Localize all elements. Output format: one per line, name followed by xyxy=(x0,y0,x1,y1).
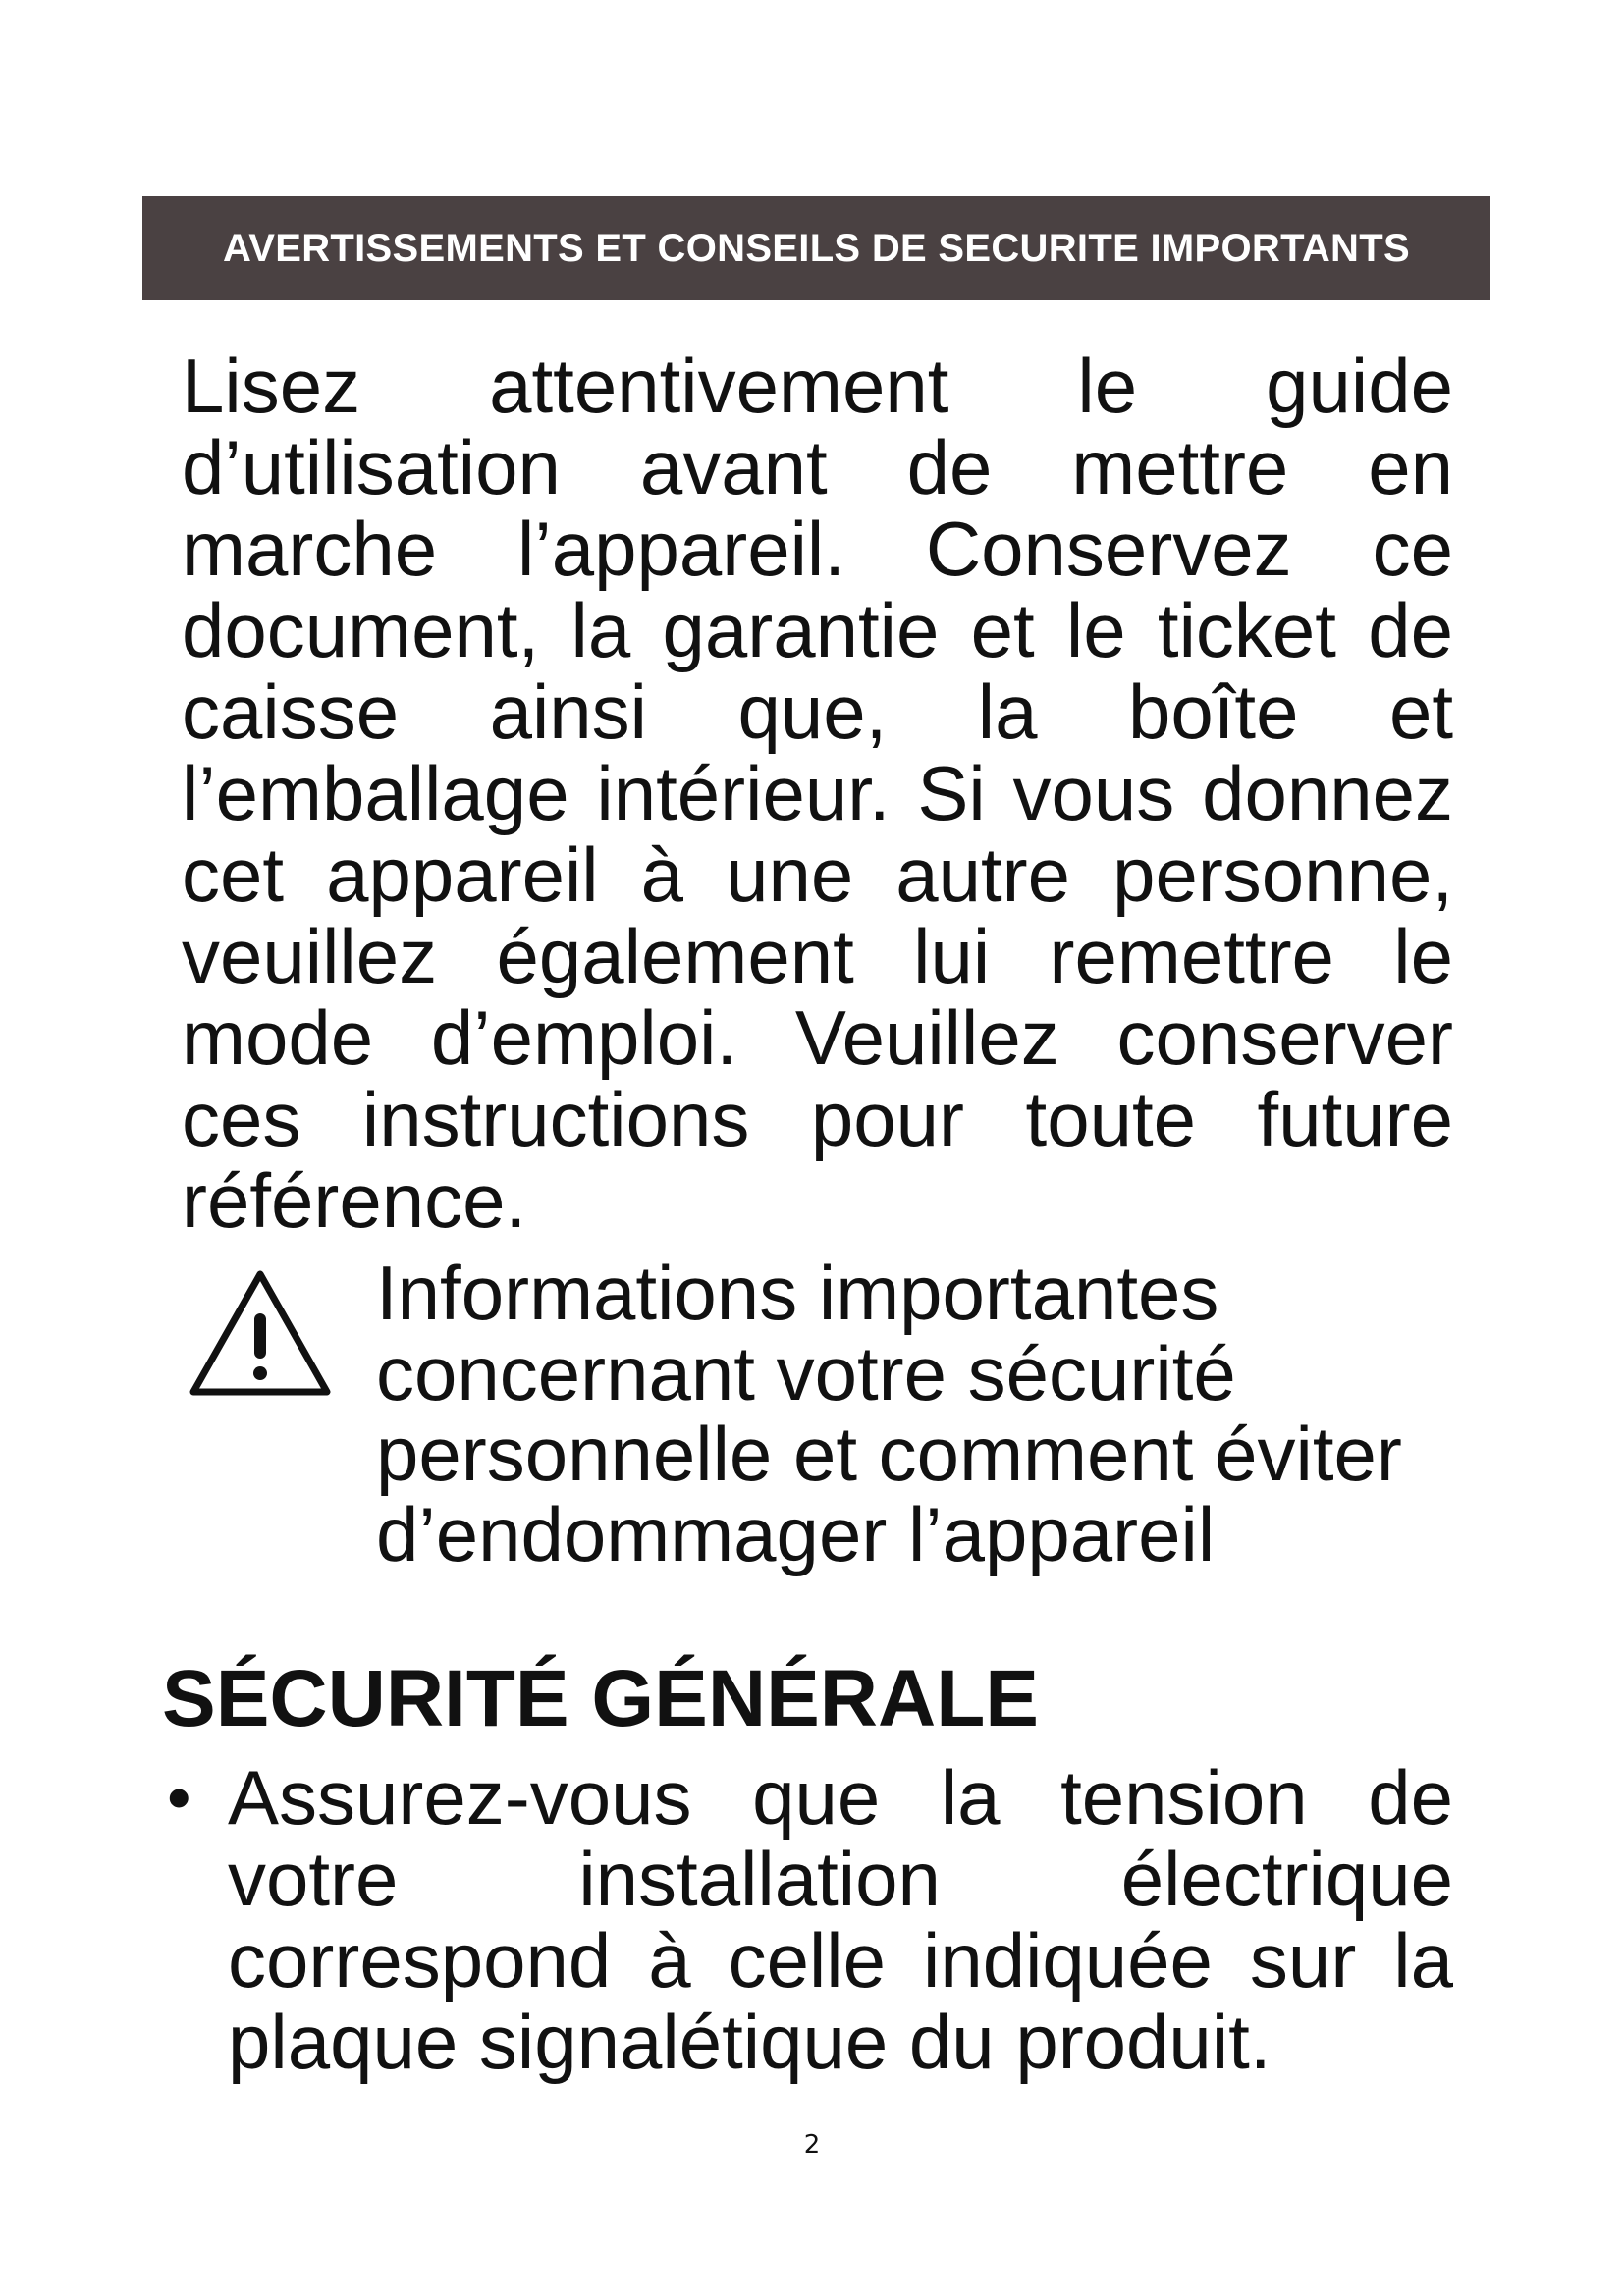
bullet-icon: • xyxy=(167,1759,191,1836)
warning-text: Informations importantes concernant votre sécurité personnelle et comment éviter d’endommager l’appareil xyxy=(376,1250,1402,1577)
intro-paragraph: Lisez attentivement le guide d’utilisation avant de mettre en marche l’appareil. Conservez ce document, la garantie et le ticket de caisse ainsi que, la boîte et l’emballage intérieur. Si vous donnez cet appareil à une autre personne, veuillez également lui remettre le mode d’emploi. Veuillez conserver ces instructions pour toute future référence. xyxy=(182,343,1453,1244)
header-bar xyxy=(142,196,1490,300)
page-number: 2 xyxy=(803,2130,821,2160)
list-item-text: Assurez-vous que la tension de votre installation électrique correspond à celle indiquée sur la plaque signalétique du produit. xyxy=(228,1754,1453,2085)
warning-triangle-icon xyxy=(187,1266,334,1400)
header-title: AVERTISSEMENTS ET CONSEILS DE SECURITE IMPORTANTS xyxy=(223,226,1410,270)
section-title: SÉCURITÉ GÉNÉRALE xyxy=(162,1654,1039,1743)
